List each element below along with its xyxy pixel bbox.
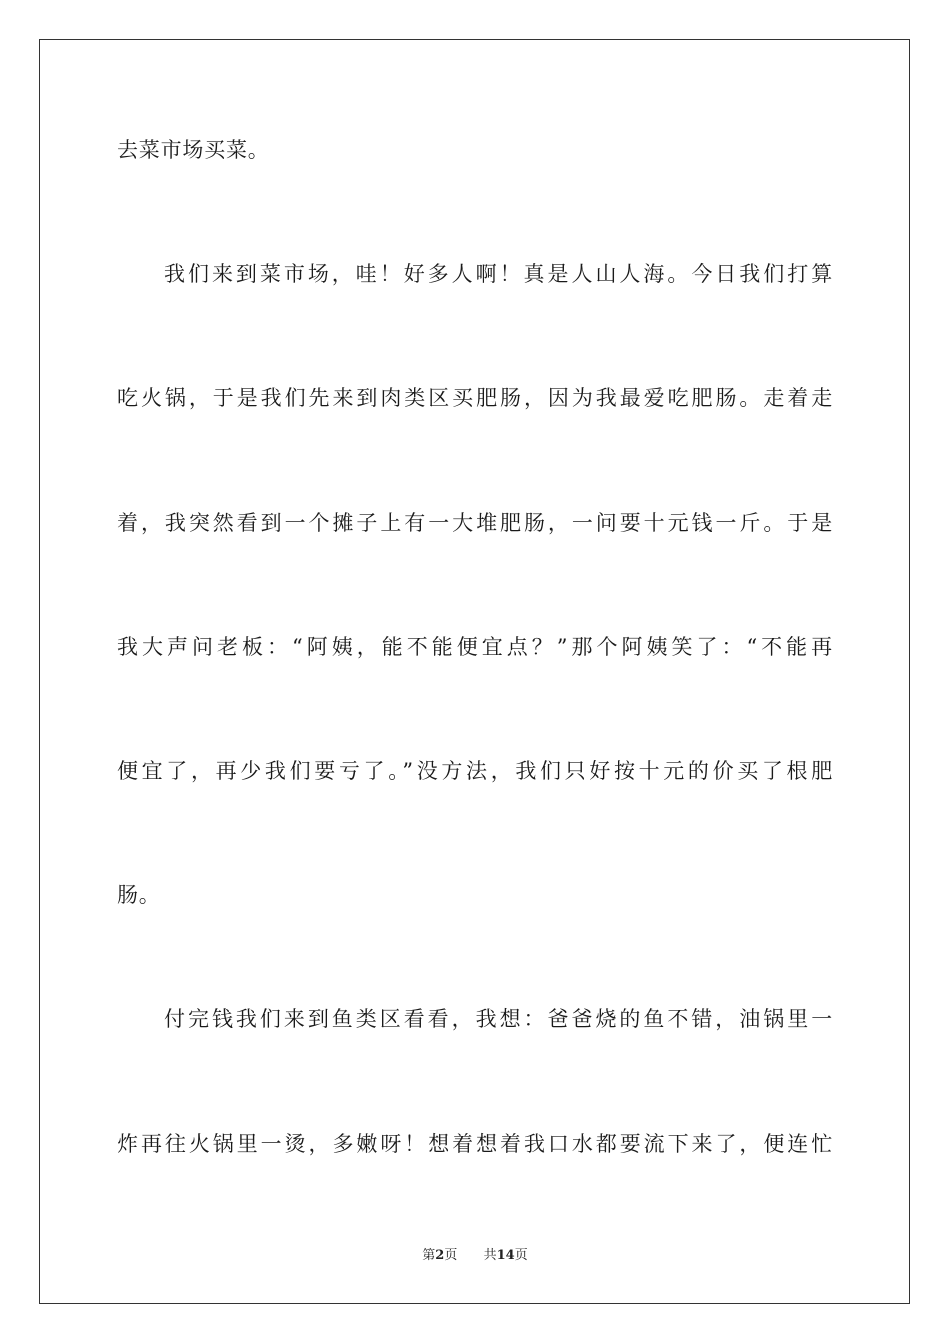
text-line: 便宜了，再少我们要亏了。”没方法，我们只好按十元的价买了根肥	[117, 759, 833, 783]
paragraph-first-line: 我们来到菜市场，哇！好多人啊！真是人山人海。今日我们打算	[164, 262, 833, 286]
page-number: 第2页	[422, 1248, 458, 1263]
paragraph-first-line: 付完钱我们来到鱼类区看看，我想：爸爸烧的鱼不错，油锅里一	[164, 1007, 833, 1031]
text-line: 炸再往火锅里一烫，多嫩呀！想着想着我口水都要流下来了，便连忙	[117, 1132, 833, 1156]
text-line: 我大声问老板：“阿姨，能不能便宜点？”那个阿姨笑了：“不能再	[117, 635, 833, 659]
page-border	[39, 39, 910, 1304]
text-line: 肠。	[117, 883, 161, 907]
page-total: 共14页	[483, 1248, 528, 1263]
text-line: 去菜市场买菜。	[117, 138, 270, 162]
page-footer	[0, 1247, 950, 1265]
text-line: 吃火锅，于是我们先来到肉类区买肥肠，因为我最爱吃肥肠。走着走	[117, 386, 833, 410]
text-line: 着，我突然看到一个摊子上有一大堆肥肠，一问要十元钱一斤。于是	[117, 511, 833, 535]
